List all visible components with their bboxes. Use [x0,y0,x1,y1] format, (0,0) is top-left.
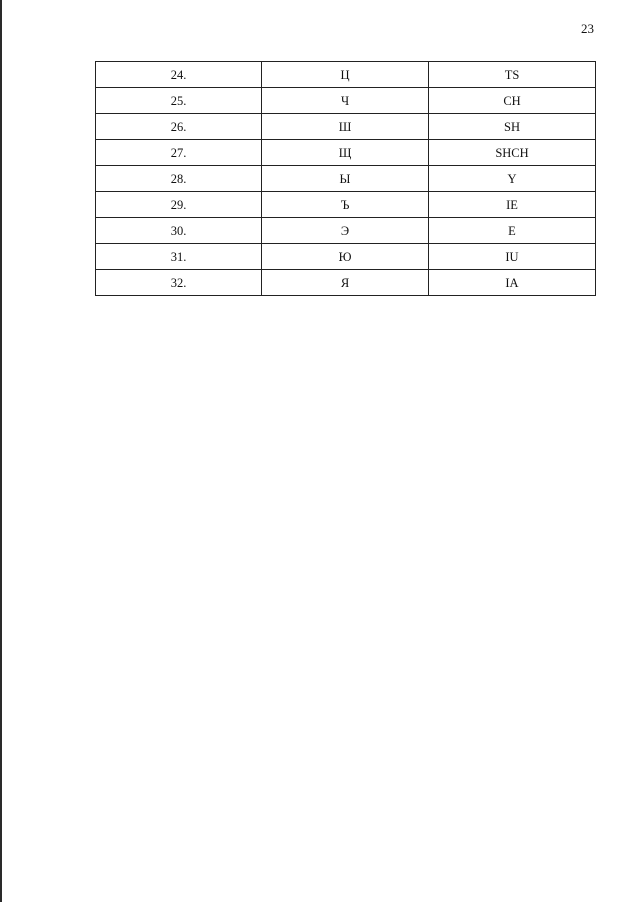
table-row [96,114,596,140]
row-number-cell: 32. [96,270,262,296]
latin-transliteration-cell: CH [429,88,596,114]
scan-left-edge [0,0,2,902]
table-row [96,88,596,114]
latin-transliteration-cell: TS [429,62,596,88]
latin-transliteration-cell: IU [429,244,596,270]
row-number-cell: 25. [96,88,262,114]
cyrillic-letter-cell: Э [262,218,429,244]
cyrillic-letter-cell: Ъ [262,192,429,218]
row-number-cell: 30. [96,218,262,244]
cyrillic-letter-cell: Ш [262,114,429,140]
row-number-cell: 28. [96,166,262,192]
row-number-cell: 27. [96,140,262,166]
latin-transliteration-cell: E [429,218,596,244]
table-row [96,140,596,166]
page-number: 23 [581,21,594,36]
cyrillic-letter-cell: Ч [262,88,429,114]
latin-transliteration-cell: SH [429,114,596,140]
table-row [96,244,596,270]
latin-transliteration-cell: Y [429,166,596,192]
latin-transliteration-cell: IA [429,270,596,296]
table-row [96,270,596,296]
cyrillic-letter-cell: Ц [262,62,429,88]
table-row [96,166,596,192]
cyrillic-letter-cell: Ы [262,166,429,192]
latin-transliteration-cell: IE [429,192,596,218]
latin-transliteration-cell: SHCH [429,140,596,166]
cyrillic-letter-cell: Ю [262,244,429,270]
cyrillic-letter-cell: Щ [262,140,429,166]
row-number-cell: 26. [96,114,262,140]
table-row [96,62,596,88]
transliteration-table [95,61,596,296]
row-number-cell: 24. [96,62,262,88]
table-row [96,218,596,244]
table-row [96,192,596,218]
cyrillic-letter-cell: Я [262,270,429,296]
row-number-cell: 31. [96,244,262,270]
row-number-cell: 29. [96,192,262,218]
